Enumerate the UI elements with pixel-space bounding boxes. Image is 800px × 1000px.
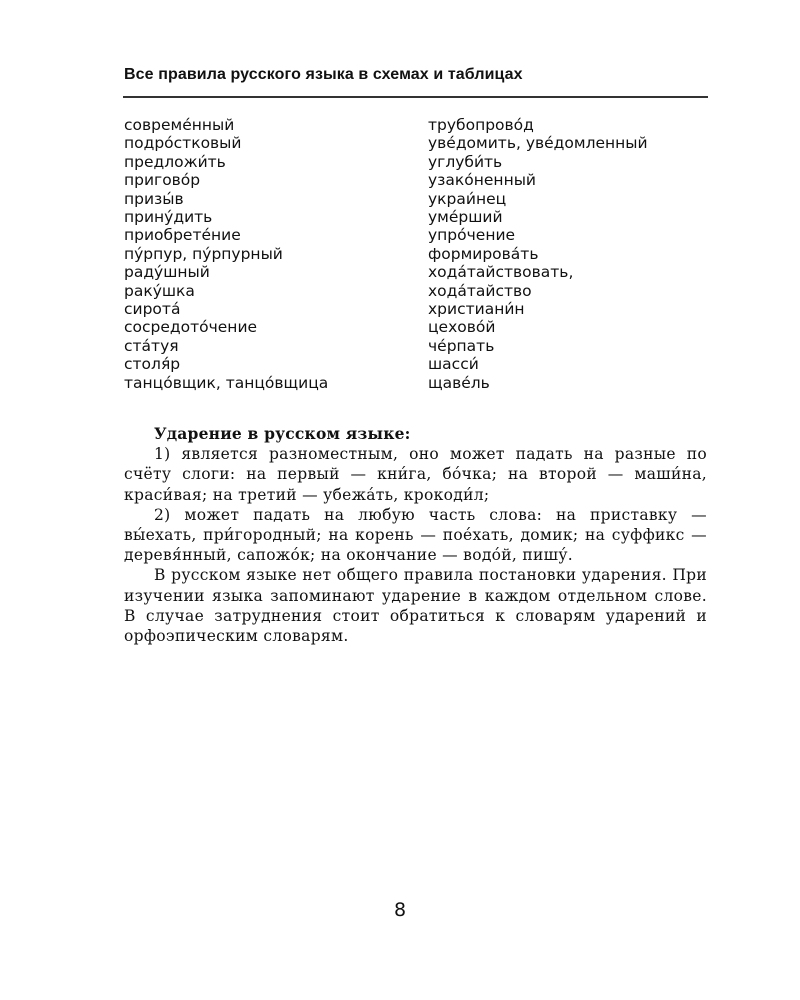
word-list-item: ста́туя [124, 336, 179, 355]
word-list-item: раку́шка [124, 281, 195, 300]
section-heading: Ударение в русском языке: [154, 424, 411, 443]
word-list-left-column [124, 116, 328, 392]
word-list-item: призы́в [124, 189, 184, 208]
word-list-item: упро́чение [428, 226, 516, 245]
word-list-item: формирова́ть [428, 244, 539, 263]
word-list-item: хода́тайствовать, [428, 263, 574, 282]
word-list-item: совреме́нный [124, 116, 235, 134]
word-list-item: углуби́ть [428, 152, 503, 171]
word-list-item: украи́нец [428, 189, 507, 208]
note-paragraph: В русском языке нет общего правила постановки ударения. При изучении языка запоминают ударение в каждом отдельном слове. В случае затруднения стоит обратиться к словарям ударений и орфоэпическим словарям. [124, 566, 707, 646]
stress-rules-section [124, 424, 707, 646]
word-list-item: цехово́й [428, 318, 496, 337]
word-list-item: пу́рпур, пу́рпурный [124, 244, 283, 263]
word-list-item: пригово́р [124, 171, 201, 190]
word-list-item: столя́р [124, 355, 181, 374]
word-list-item: узако́ненный [428, 171, 537, 190]
rule-paragraph-1: 1) является разноместным, оно может падать на разные по счёту слоги: на первый — кни́га, бо́чка; на второй — маши́на, краси́вая; на третий — убежа́ть, крокоди́л; [124, 445, 707, 504]
word-list-item: трубопрово́д [428, 116, 534, 134]
word-list-item: хода́тайство [428, 281, 532, 300]
word-list-item: сосредото́чение [124, 318, 258, 337]
word-list-item: подро́стковый [124, 134, 242, 153]
word-list-item: шасси́ [428, 355, 479, 374]
page-number: 8 [393, 899, 407, 921]
word-list-right-column [428, 116, 648, 392]
word-list-item: раду́шный [124, 263, 210, 282]
word-list-item: сирота́ [124, 300, 181, 319]
rule-paragraph-2: 2) может падать на любую часть слова: на приставку — вы́ехать, при́городный; на корень — пое́хать, домик; на суффикс — деревя́нный, сапожо́к; на окончание — водо́й, пишу́. [124, 505, 707, 565]
word-list-item: щаве́ль [428, 373, 490, 392]
header-rule [123, 96, 708, 98]
word-list-item: уве́домить, уве́домленный [428, 134, 648, 153]
word-list-item: танцо́вщик, танцо́вщица [124, 373, 329, 392]
word-list-item: уме́рший [428, 208, 503, 227]
running-header: Все правила русского языка в схемах и таблицах [124, 66, 523, 83]
word-list-item: приобрете́ние [124, 226, 241, 245]
word-list-item: че́рпать [428, 336, 495, 355]
word-list-item: предложи́ть [124, 152, 226, 171]
word-list-item: христиани́н [428, 300, 525, 319]
word-list-item: прину́дить [124, 208, 213, 227]
